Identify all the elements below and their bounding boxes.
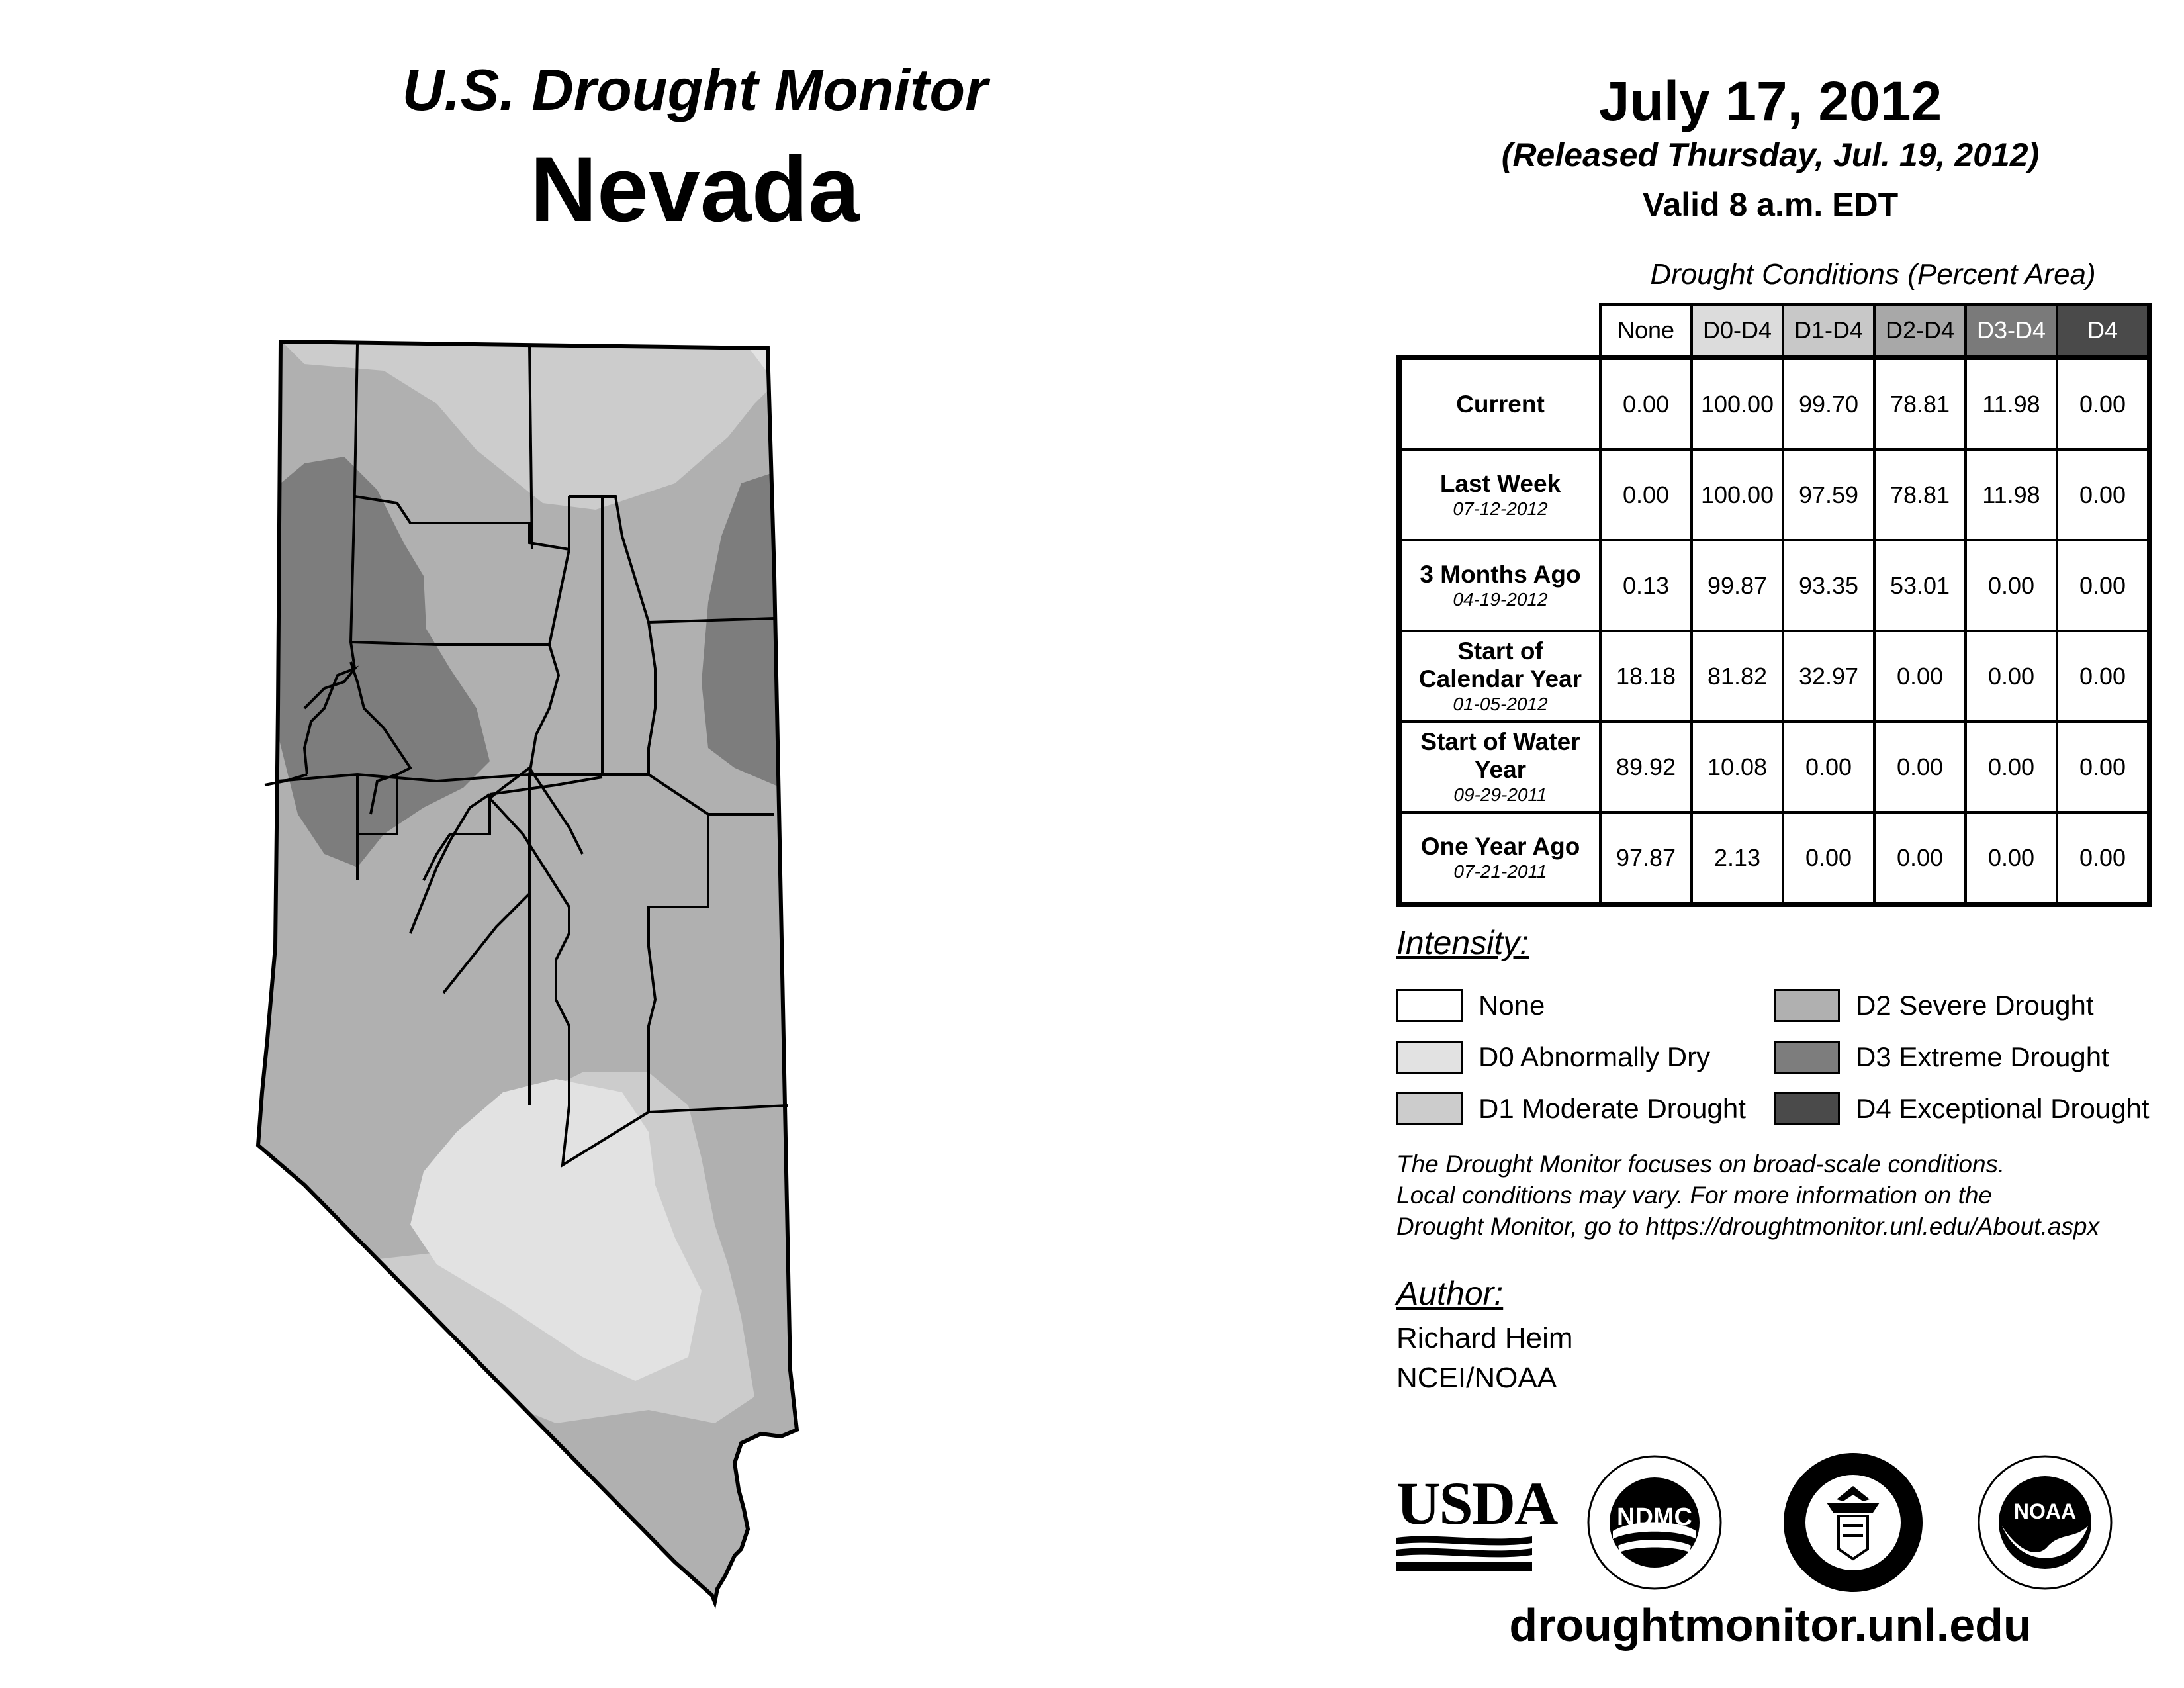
table-corner	[1399, 305, 1600, 357]
row-label	[1399, 357, 1600, 449]
table-cell: 0.00	[2057, 357, 2150, 449]
legend-swatch	[1396, 989, 1463, 1022]
row-label-text: 3 Months Ago	[1420, 560, 1581, 588]
table-cell: 97.59	[1783, 449, 1874, 540]
row-label-text: Last Week	[1439, 469, 1561, 497]
noaa-logo	[1976, 1453, 2115, 1592]
table-cell: 0.00	[1966, 722, 2057, 812]
table-caption: Drought Conditions (Percent Area)	[1650, 258, 2096, 291]
table-row	[1399, 357, 2150, 449]
legend-label: D4 Exceptional Drought	[1856, 1093, 2150, 1124]
table-cell: 99.70	[1783, 357, 1874, 449]
row-label	[1399, 449, 1600, 540]
usda-logo	[1396, 1470, 1557, 1572]
row-date: 07-21-2011	[1453, 861, 1547, 882]
release-date: (Released Thursday, Jul. 19, 2012)	[1501, 136, 2040, 173]
col-d2-d4: D2-D4	[1874, 305, 1966, 357]
table-cell: 0.00	[1966, 812, 2057, 904]
table-cell: 0.00	[1874, 631, 1966, 722]
row-label	[1399, 540, 1600, 631]
table-cell: 2.13	[1692, 812, 1783, 904]
table-cell: 81.82	[1692, 631, 1783, 722]
note-line: The Drought Monitor focuses on broad-scale conditions.	[1396, 1150, 2005, 1178]
table-cell: 0.00	[1600, 357, 1692, 449]
legend-label: D2 Severe Drought	[1856, 990, 2094, 1021]
table-cell: 11.98	[1966, 449, 2057, 540]
legend-item	[1774, 986, 2094, 1025]
author-org: NCEI/NOAA	[1396, 1362, 1557, 1394]
table-cell: 53.01	[1874, 540, 1966, 631]
col-none: None	[1600, 305, 1692, 357]
table-cell: 0.00	[2057, 722, 2150, 812]
table-row	[1399, 722, 2150, 812]
table-cell: 0.00	[1874, 812, 1966, 904]
table-cell: 10.08	[1692, 722, 1783, 812]
ndmc-logo	[1585, 1453, 1724, 1592]
legend-label: None	[1479, 990, 1545, 1021]
table-cell: 11.98	[1966, 357, 2057, 449]
legend-swatch	[1774, 1041, 1840, 1074]
table-cell: 0.00	[1600, 449, 1692, 540]
table-cell: 0.00	[1966, 540, 2057, 631]
author-heading: Author:	[1396, 1275, 1504, 1312]
table-cell: 0.13	[1600, 540, 1692, 631]
row-label-text: Start of Calendar Year	[1418, 637, 1582, 692]
legend-swatch	[1396, 1092, 1463, 1125]
table-cell: 78.81	[1874, 449, 1966, 540]
map-date: July 17, 2012	[1598, 70, 1942, 132]
row-label-text: One Year Ago	[1420, 832, 1580, 860]
legend-swatch	[1774, 989, 1840, 1022]
row-label	[1399, 631, 1600, 722]
legend-item	[1774, 1038, 2109, 1076]
doc-seal	[1780, 1450, 1926, 1595]
table-cell: 100.00	[1692, 357, 1783, 449]
table-cell: 93.35	[1783, 540, 1874, 631]
legend-item	[1396, 1090, 1746, 1128]
table-cell: 0.00	[1966, 631, 2057, 722]
website-url[interactable]: droughtmonitor.unl.edu	[1509, 1599, 2032, 1651]
usda-stripes-icon	[1396, 1534, 1532, 1572]
note-line: Local conditions may vary. For more information on the	[1396, 1182, 1993, 1209]
legend-swatch	[1774, 1092, 1840, 1125]
note-line: Drought Monitor, go to https://droughtmonitor.unl.edu/About.aspx	[1396, 1213, 2099, 1240]
table-cell: 0.00	[2057, 812, 2150, 904]
drought-conditions-table	[1396, 303, 2152, 907]
table-cell: 0.00	[1783, 812, 1874, 904]
col-d1-d4: D1-D4	[1783, 305, 1874, 357]
table-cell: 89.92	[1600, 722, 1692, 812]
ndmc-wordmark: NDMC	[1617, 1503, 1692, 1531]
table-cell: 18.18	[1600, 631, 1692, 722]
legend-title: Intensity:	[1396, 924, 1529, 961]
legend-label: D3 Extreme Drought	[1856, 1041, 2109, 1072]
table-header-row	[1399, 305, 2150, 357]
legend-label: D1 Moderate Drought	[1479, 1093, 1746, 1124]
row-label	[1399, 722, 1600, 812]
table-row	[1399, 540, 2150, 631]
table-cell: 0.00	[1783, 722, 1874, 812]
table-cell: 99.87	[1692, 540, 1783, 631]
row-label-text: Current	[1456, 390, 1545, 418]
legend-label: D0 Abnormally Dry	[1479, 1041, 1711, 1072]
table-cell: 0.00	[2057, 449, 2150, 540]
table-cell: 32.97	[1783, 631, 1874, 722]
table-row	[1399, 812, 2150, 904]
row-date: 04-19-2012	[1453, 588, 1548, 610]
nevada-drought-map	[251, 311, 1138, 1609]
valid-time: Valid 8 a.m. EDT	[1642, 186, 1899, 223]
row-date: 01-05-2012	[1453, 693, 1548, 714]
table-cell: 78.81	[1874, 357, 1966, 449]
row-date: 07-12-2012	[1453, 498, 1548, 519]
row-date: 09-29-2011	[1453, 784, 1547, 805]
row-label-text: Start of Water Year	[1420, 727, 1580, 783]
usda-wordmark: USDA	[1396, 1470, 1557, 1537]
row-label	[1399, 812, 1600, 904]
table-row	[1399, 449, 2150, 540]
col-d3-d4: D3-D4	[1966, 305, 2057, 357]
legend-item	[1774, 1090, 2150, 1128]
table-cell: 0.00	[1874, 722, 1966, 812]
col-d0-d4: D0-D4	[1692, 305, 1783, 357]
legend-item	[1396, 1038, 1710, 1076]
col-d4: D4	[2057, 305, 2150, 357]
note	[1396, 1149, 2184, 1242]
legend-item	[1396, 986, 1545, 1025]
program-title: U.S. Drought Monitor	[402, 57, 988, 122]
author-name: Richard Heim	[1396, 1322, 1573, 1354]
state-title: Nevada	[529, 137, 860, 241]
table-cell: 100.00	[1692, 449, 1783, 540]
table-cell: 0.00	[2057, 540, 2150, 631]
table-cell: 97.87	[1600, 812, 1692, 904]
table-cell: 0.00	[2057, 631, 2150, 722]
legend-swatch	[1396, 1041, 1463, 1074]
commerce-seal-icon	[1780, 1450, 1926, 1595]
noaa-wordmark: NOAA	[2013, 1499, 2077, 1523]
table-row	[1399, 631, 2150, 722]
